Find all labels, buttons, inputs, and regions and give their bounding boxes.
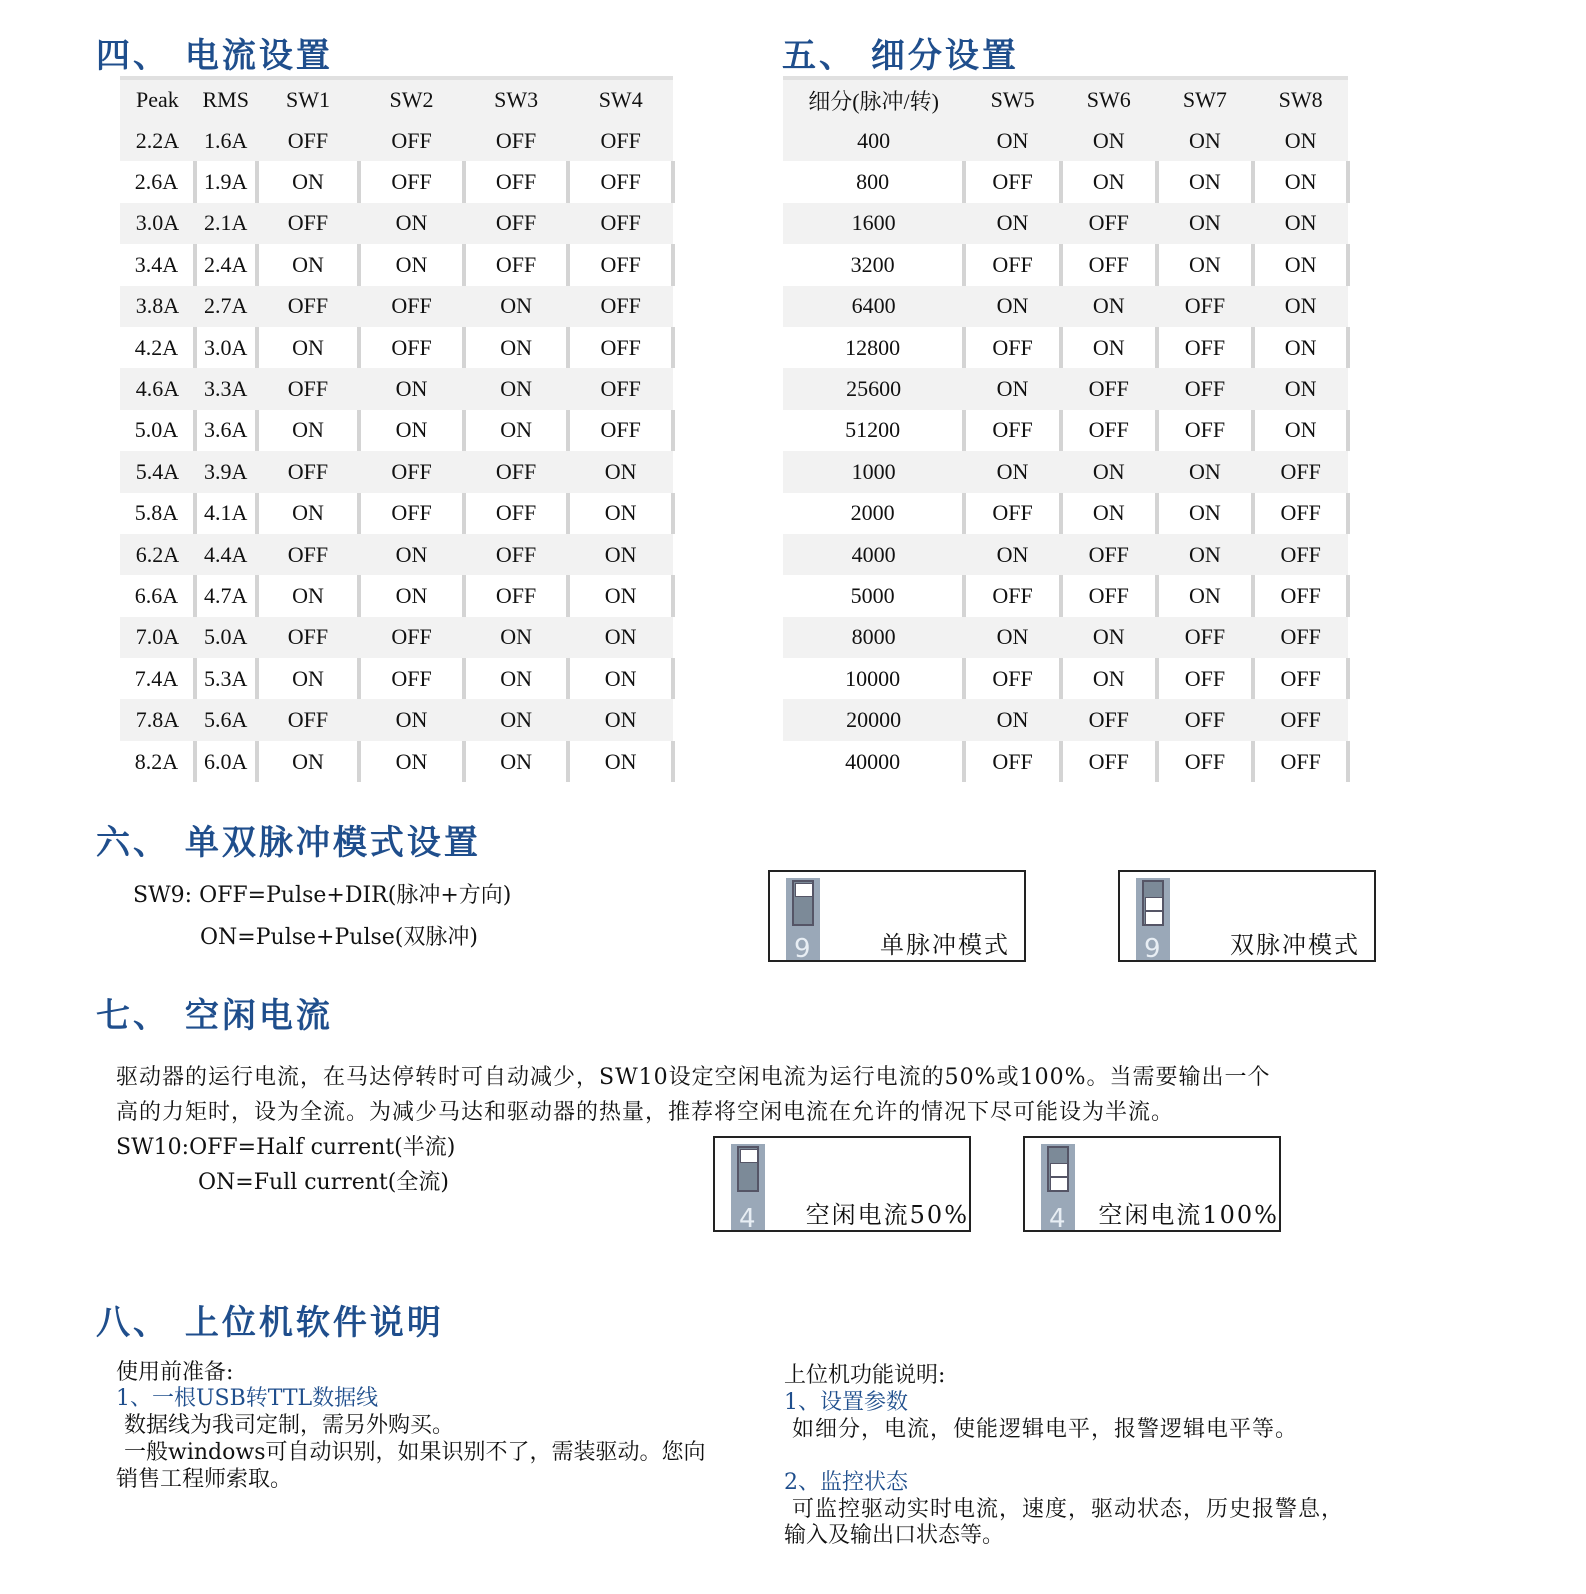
table-cell: ON — [1253, 120, 1348, 161]
table-cell: OFF — [1253, 699, 1348, 740]
table-row — [783, 244, 1348, 285]
column-header: SW3 — [464, 78, 569, 120]
table-cell: 5.4A — [120, 451, 195, 492]
table-cell: ON — [1061, 120, 1157, 161]
table-cell: OFF — [1157, 368, 1254, 409]
table-cell: OFF — [359, 451, 464, 492]
table-cell: OFF — [568, 244, 673, 285]
table-cell: ON — [464, 327, 569, 368]
table-row — [783, 327, 1348, 368]
table-cell: OFF — [1253, 575, 1348, 616]
table-cell: OFF — [568, 203, 673, 244]
prep-line-3: 销售工程师索取。 — [116, 1467, 293, 1492]
table-cell: ON — [359, 741, 464, 782]
table-cell: ON — [464, 699, 569, 740]
prep-item: 1、一根USB转TTL数据线 — [116, 1386, 379, 1411]
column-header: SW2 — [359, 78, 464, 120]
table-cell: ON — [359, 575, 464, 616]
table-cell: 5.0A — [195, 617, 257, 658]
table-cell: OFF — [359, 286, 464, 327]
table-cell: ON — [1157, 120, 1254, 161]
table-cell: OFF — [464, 203, 569, 244]
column-header: Peak — [120, 78, 195, 120]
table-cell: OFF — [464, 244, 569, 285]
column-header: SW5 — [964, 78, 1061, 120]
table-cell: OFF — [1253, 534, 1348, 575]
table-cell: OFF — [1157, 699, 1254, 740]
table-cell: OFF — [964, 161, 1061, 202]
microstep-table — [783, 76, 1350, 782]
idle-para-2: 高的力矩时，设为全流。为减少马达和驱动器的热量，推荐将空闲电流在允许的情况下尽可能设为半流。 — [116, 1100, 1175, 1125]
table-cell: OFF — [568, 120, 673, 161]
dip-switch-off-icon: 9 — [786, 878, 820, 960]
table-row — [120, 120, 673, 161]
table-cell: ON — [1253, 244, 1348, 285]
table-row — [120, 244, 673, 285]
table-cell: OFF — [964, 327, 1061, 368]
table-row — [120, 286, 673, 327]
table-row — [120, 699, 673, 740]
table-cell: 5.6A — [195, 699, 257, 740]
sw10-on-text: ON=Full current(全流) — [198, 1170, 449, 1195]
column-header: RMS — [195, 78, 257, 120]
table-cell: 2.6A — [120, 161, 195, 202]
table-cell: 4.4A — [195, 534, 257, 575]
table-cell: 5.3A — [195, 658, 257, 699]
table-cell: 25600 — [783, 368, 964, 409]
table-cell: OFF — [464, 493, 569, 534]
table-cell: ON — [359, 534, 464, 575]
table-cell: OFF — [257, 699, 360, 740]
table-cell: OFF — [1061, 203, 1157, 244]
table-row — [120, 534, 673, 575]
table-cell: ON — [1061, 493, 1157, 534]
table-cell: OFF — [1253, 451, 1348, 492]
table-cell: ON — [964, 203, 1061, 244]
table-row — [783, 161, 1348, 202]
table-cell: ON — [568, 534, 673, 575]
prep-line-1: 数据线为我司定制，需另外购买。 — [124, 1413, 455, 1438]
table-cell: 12800 — [783, 327, 964, 368]
table-cell: ON — [1253, 286, 1348, 327]
table-cell: ON — [257, 244, 360, 285]
table-cell: 4.1A — [195, 493, 257, 534]
section-title-current: 四、 电流设置 — [96, 36, 333, 76]
table-cell: ON — [568, 658, 673, 699]
table-row — [120, 575, 673, 616]
table-cell: ON — [1061, 161, 1157, 202]
table-cell: ON — [1157, 203, 1254, 244]
table-cell: ON — [257, 575, 360, 616]
table-cell: 2.2A — [120, 120, 195, 161]
table-cell: 2000 — [783, 493, 964, 534]
table-cell: 1.6A — [195, 120, 257, 161]
table-cell: OFF — [964, 658, 1061, 699]
table-cell: 6.6A — [120, 575, 195, 616]
table-row — [783, 120, 1348, 161]
table-cell: 3.0A — [120, 203, 195, 244]
table-row — [783, 575, 1348, 616]
table-cell: ON — [257, 410, 360, 451]
table-cell: OFF — [568, 410, 673, 451]
table-cell: ON — [1253, 327, 1348, 368]
table-row — [120, 451, 673, 492]
table-cell: OFF — [964, 244, 1061, 285]
table-cell: OFF — [1157, 327, 1254, 368]
table-cell: OFF — [1157, 741, 1254, 782]
idle-50-figure — [713, 1136, 971, 1232]
table-row — [783, 286, 1348, 327]
table-cell: ON — [1253, 161, 1348, 202]
table-cell: OFF — [257, 451, 360, 492]
table-cell: ON — [568, 741, 673, 782]
table-cell: ON — [1061, 617, 1157, 658]
table-row — [783, 368, 1348, 409]
table-cell: OFF — [1253, 741, 1348, 782]
table-row — [783, 493, 1348, 534]
table-cell: 2.7A — [195, 286, 257, 327]
table-cell: 3.6A — [195, 410, 257, 451]
table-cell: OFF — [1157, 286, 1254, 327]
table-cell: OFF — [1061, 699, 1157, 740]
table-cell: 40000 — [783, 741, 964, 782]
table-cell: 800 — [783, 161, 964, 202]
table-cell: 5000 — [783, 575, 964, 616]
table-cell: 6.2A — [120, 534, 195, 575]
table-cell: ON — [964, 451, 1061, 492]
dip-switch-off-icon: 4 — [731, 1144, 765, 1230]
table-cell: ON — [568, 451, 673, 492]
section-title-idle-current: 七、 空闲电流 — [96, 996, 333, 1036]
table-cell: OFF — [464, 534, 569, 575]
table-cell: OFF — [464, 120, 569, 161]
table-cell: ON — [1253, 203, 1348, 244]
table-cell: ON — [257, 741, 360, 782]
table-row — [783, 451, 1348, 492]
table-cell: ON — [1157, 575, 1254, 616]
table-cell: 5.0A — [120, 410, 195, 451]
table-cell: ON — [257, 493, 360, 534]
table-row — [120, 327, 673, 368]
table-cell: OFF — [257, 120, 360, 161]
table-cell: ON — [464, 286, 569, 327]
dip-switch-on-icon: 4 — [1041, 1144, 1075, 1230]
table-cell: ON — [464, 617, 569, 658]
dip-switch-on-icon: 9 — [1136, 878, 1170, 960]
table-cell: OFF — [964, 575, 1061, 616]
table-cell: ON — [359, 203, 464, 244]
table-row — [120, 368, 673, 409]
table-cell: ON — [1157, 244, 1254, 285]
table-row — [783, 617, 1348, 658]
table-cell: ON — [1157, 493, 1254, 534]
table-row — [120, 617, 673, 658]
table-cell: 3.0A — [195, 327, 257, 368]
table-cell: OFF — [1253, 493, 1348, 534]
table-cell: 3.3A — [195, 368, 257, 409]
section-title-pulse-mode: 六、 单双脉冲模式设置 — [96, 823, 481, 863]
table-cell: OFF — [568, 286, 673, 327]
double-pulse-label: 双脉冲模式 — [1230, 931, 1360, 959]
table-cell: ON — [1157, 534, 1254, 575]
table-cell: 6.0A — [195, 741, 257, 782]
table-cell: OFF — [257, 286, 360, 327]
header-row — [120, 78, 673, 120]
table-cell: OFF — [1061, 741, 1157, 782]
table-cell: OFF — [464, 451, 569, 492]
table-cell: OFF — [568, 368, 673, 409]
table-cell: ON — [464, 410, 569, 451]
table-cell: 2.4A — [195, 244, 257, 285]
table-cell: OFF — [1061, 410, 1157, 451]
table-cell: 400 — [783, 120, 964, 161]
table-row — [783, 410, 1348, 451]
section-title-software: 八、 上位机软件说明 — [96, 1303, 444, 1343]
table-cell: ON — [568, 699, 673, 740]
table-cell: ON — [964, 534, 1061, 575]
single-pulse-label: 单脉冲模式 — [880, 931, 1010, 959]
table-cell: OFF — [257, 534, 360, 575]
table-cell: ON — [464, 368, 569, 409]
table-cell: OFF — [964, 493, 1061, 534]
table-cell: 4.6A — [120, 368, 195, 409]
table-cell: ON — [964, 617, 1061, 658]
table-cell: 1.9A — [195, 161, 257, 202]
table-cell: 51200 — [783, 410, 964, 451]
header-row — [783, 78, 1348, 120]
column-header: SW1 — [257, 78, 360, 120]
current-table — [120, 76, 675, 782]
table-cell: ON — [1253, 410, 1348, 451]
table-cell: OFF — [257, 203, 360, 244]
func-desc-1: 如细分，电流，使能逻辑电平，报警逻辑电平等。 — [792, 1417, 1299, 1442]
table-cell: 5.8A — [120, 493, 195, 534]
table-cell: 8000 — [783, 617, 964, 658]
table-cell: ON — [964, 286, 1061, 327]
table-cell: ON — [1253, 368, 1348, 409]
table-cell: ON — [257, 327, 360, 368]
column-header: SW7 — [1157, 78, 1254, 120]
column-header: SW4 — [568, 78, 673, 120]
func-item-1: 1、设置参数 — [784, 1390, 908, 1415]
func-desc-3: 输入及输出口状态等。 — [784, 1523, 1005, 1548]
table-cell: 4.2A — [120, 327, 195, 368]
func-heading: 上位机功能说明: — [784, 1363, 946, 1388]
table-cell: 7.8A — [120, 699, 195, 740]
idle-100-figure — [1023, 1136, 1281, 1232]
table-cell: OFF — [359, 658, 464, 699]
idle-para-1: 驱动器的运行电流，在马达停转时可自动减少，SW10设定空闲电流为运行电流的50%或100%。当需要输出一个 — [116, 1065, 1271, 1090]
prep-line-2: 一般windows可自动识别，如果识别不了，需装驱动。您向 — [124, 1440, 706, 1465]
table-cell: OFF — [464, 575, 569, 616]
table-cell: OFF — [568, 327, 673, 368]
table-cell: OFF — [1061, 534, 1157, 575]
table-cell: OFF — [1253, 658, 1348, 699]
table-cell: ON — [359, 244, 464, 285]
table-cell: ON — [1061, 327, 1157, 368]
table-cell: OFF — [1061, 575, 1157, 616]
sw9-on-text: ON=Pulse+Pulse(双脉冲) — [200, 925, 478, 950]
table-cell: 20000 — [783, 699, 964, 740]
table-cell: OFF — [359, 161, 464, 202]
table-cell: ON — [568, 575, 673, 616]
table-cell: 8.2A — [120, 741, 195, 782]
sw10-off-text: SW10:OFF=Half current(半流) — [116, 1135, 456, 1160]
table-cell: ON — [257, 161, 360, 202]
table-cell: OFF — [464, 161, 569, 202]
table-row — [783, 534, 1348, 575]
table-cell: ON — [568, 493, 673, 534]
table-cell: ON — [568, 617, 673, 658]
idle-100-label: 空闲电流100% — [1098, 1201, 1279, 1229]
table-cell: ON — [359, 699, 464, 740]
table-row — [783, 741, 1348, 782]
table-cell: OFF — [1061, 244, 1157, 285]
table-cell: ON — [359, 368, 464, 409]
table-cell: OFF — [257, 617, 360, 658]
table-cell: 4000 — [783, 534, 964, 575]
table-cell: 3.4A — [120, 244, 195, 285]
table-cell: OFF — [359, 617, 464, 658]
sw9-off-text: SW9: OFF=Pulse+DIR(脉冲+方向) — [133, 883, 512, 908]
table-cell: OFF — [1061, 368, 1157, 409]
table-cell: 7.4A — [120, 658, 195, 699]
table-row — [120, 658, 673, 699]
table-cell: ON — [1061, 658, 1157, 699]
table-cell: 4.7A — [195, 575, 257, 616]
prep-heading: 使用前准备: — [116, 1360, 234, 1385]
table-cell: 10000 — [783, 658, 964, 699]
table-row — [120, 203, 673, 244]
table-cell: ON — [257, 658, 360, 699]
table-cell: ON — [1157, 451, 1254, 492]
table-cell: OFF — [359, 327, 464, 368]
table-cell: OFF — [1157, 410, 1254, 451]
table-row — [120, 161, 673, 202]
table-row — [120, 741, 673, 782]
table-cell: 3200 — [783, 244, 964, 285]
table-cell: OFF — [257, 368, 360, 409]
table-cell: 3.8A — [120, 286, 195, 327]
table-cell: OFF — [1157, 617, 1254, 658]
single-pulse-figure — [768, 870, 1026, 962]
table-cell: ON — [964, 368, 1061, 409]
table-row — [120, 493, 673, 534]
table-cell: 2.1A — [195, 203, 257, 244]
func-desc-2: 可监控驱动实时电流，速度，驱动状态，历史报警息， — [792, 1497, 1345, 1522]
table-cell: OFF — [1157, 658, 1254, 699]
table-row — [783, 699, 1348, 740]
table-cell: OFF — [1253, 617, 1348, 658]
column-header: SW6 — [1061, 78, 1157, 120]
table-cell: 1600 — [783, 203, 964, 244]
table-row — [783, 658, 1348, 699]
table-cell: ON — [464, 741, 569, 782]
table-cell: OFF — [568, 161, 673, 202]
table-cell: ON — [464, 658, 569, 699]
table-cell: OFF — [964, 741, 1061, 782]
table-cell: ON — [964, 699, 1061, 740]
table-cell: 3.9A — [195, 451, 257, 492]
table-cell: ON — [1061, 286, 1157, 327]
table-cell: OFF — [964, 410, 1061, 451]
func-item-2: 2、监控状态 — [784, 1470, 908, 1495]
table-cell: 6400 — [783, 286, 964, 327]
table-cell: 7.0A — [120, 617, 195, 658]
column-header: 细分(脉冲/转) — [783, 78, 964, 120]
table-row — [783, 203, 1348, 244]
table-cell: ON — [964, 120, 1061, 161]
double-pulse-figure — [1118, 870, 1376, 962]
table-cell: ON — [359, 410, 464, 451]
idle-50-label: 空闲电流50% — [805, 1201, 969, 1229]
section-title-microstep: 五、 细分设置 — [782, 36, 1019, 76]
table-cell: OFF — [359, 120, 464, 161]
table-row — [120, 410, 673, 451]
table-cell: OFF — [359, 493, 464, 534]
table-cell: ON — [1157, 161, 1254, 202]
table-cell: 1000 — [783, 451, 964, 492]
column-header: SW8 — [1253, 78, 1348, 120]
table-cell: ON — [1061, 451, 1157, 492]
